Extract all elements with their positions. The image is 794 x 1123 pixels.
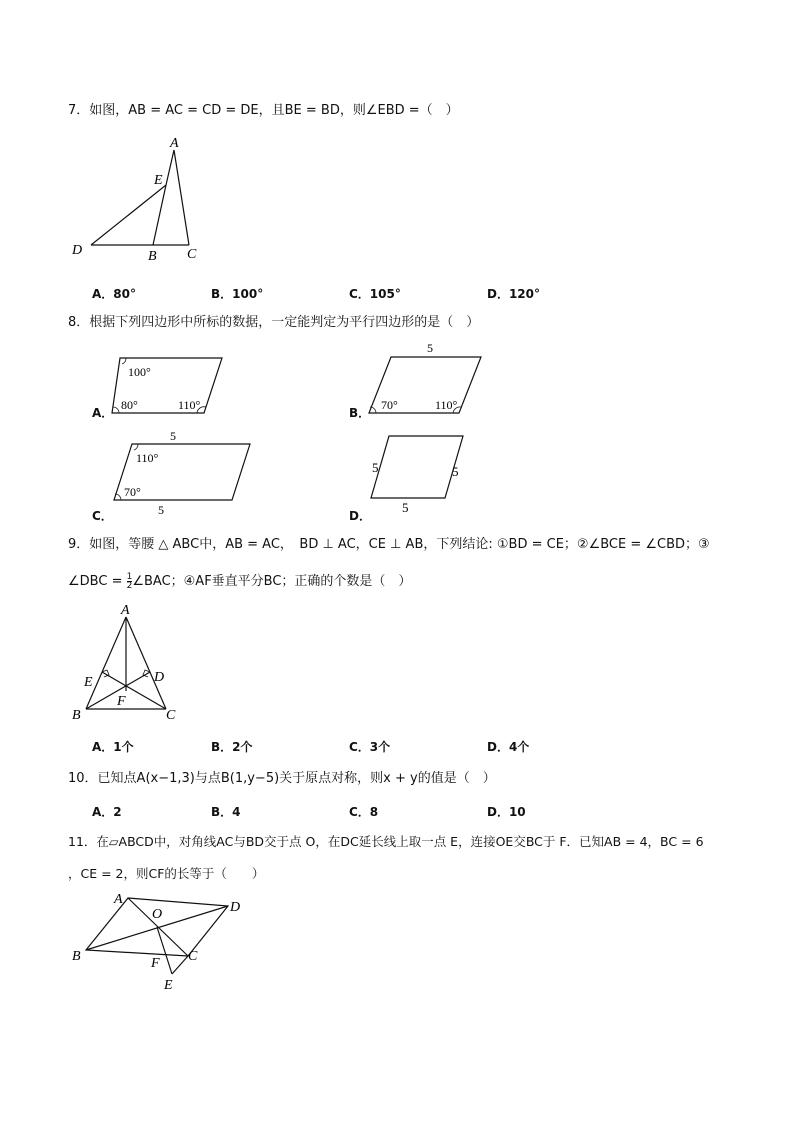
q7-text: 如图，AB = AC = CD = DE，且BE = BD，则∠EBD =（ ） (89, 103, 459, 118)
q9-option-d[interactable]: D．4个 (487, 740, 530, 754)
q8b-angle-110: 110° (435, 398, 458, 412)
q10-text: 已知点A(x−1,3)与点B(1,y−5)关于原点对称，则x + y的值是（ ） (97, 771, 496, 786)
q7-option-c[interactable]: C．105° (349, 287, 401, 301)
q10-option-d[interactable]: D．10 (487, 805, 526, 819)
q7-figure (60, 130, 220, 270)
q8-figure-d (365, 430, 475, 518)
q10-stem (68, 770, 496, 788)
q7-stem (68, 102, 459, 120)
q8-stem (68, 314, 479, 332)
q8b-side-5: 5 (427, 341, 433, 355)
q9-lines (86, 617, 166, 709)
q11-label-a: A (114, 892, 123, 907)
q7-option-d[interactable]: D．120° (487, 287, 541, 301)
q11-label-c: C (188, 949, 198, 964)
q11-label-e: E (164, 978, 173, 993)
q11-stem-line2 (68, 865, 264, 883)
q9-frac-numerator: 1 (126, 572, 133, 582)
q8c-side-top: 5 (170, 429, 176, 443)
q9-option-b[interactable]: B．2个 (211, 740, 253, 754)
q7-lines (91, 150, 189, 245)
q9-label-a: A (121, 603, 130, 618)
q9-label-b: B (72, 708, 81, 723)
q9-stem-line1 (68, 536, 710, 554)
q11-number: 11． (68, 834, 97, 849)
q7-label-e: E (154, 173, 163, 188)
q9-figure (70, 605, 190, 725)
q11-text2: ，CE = 2，则CF的长等于（ ） (68, 866, 265, 881)
q11-label-f: F (151, 956, 160, 971)
q8-figure-c (108, 428, 258, 516)
q9-frac-denominator: 2 (126, 581, 133, 591)
q7-option-b[interactable]: B．100° (211, 287, 264, 301)
q8-option-a[interactable]: A． (92, 406, 114, 420)
q9-label-f: F (117, 694, 126, 709)
q9-label-d: D (154, 670, 165, 685)
q10-option-b[interactable]: B．4 (211, 805, 241, 819)
q9-text2b: ∠BAC；④AF垂直平分BC；正确的个数是（ ） (132, 574, 412, 589)
q8d-side-right: 5 (452, 464, 459, 479)
q8d-side-left: 5 (372, 460, 379, 475)
q8a-angle-100: 100° (128, 365, 151, 379)
q9-stem-line2 (68, 573, 411, 591)
q8-option-c[interactable]: C． (92, 509, 113, 523)
q10-option-a[interactable]: A．2 (92, 805, 122, 819)
q8-figure-b (365, 340, 490, 418)
q9-number: 9． (68, 537, 90, 552)
q11-figure (68, 890, 268, 1000)
q8-figure-a (108, 352, 228, 418)
q8-number: 8． (68, 315, 90, 330)
q11-label-b: B (72, 949, 81, 964)
q9-option-a[interactable]: A．1个 (92, 740, 134, 754)
q8c-angle-70: 70° (124, 485, 141, 499)
q8-option-b[interactable]: B． (349, 406, 371, 420)
q8-text: 根据下列四边形中所标的数据，一定能判定为平行四边形的是（ ） (89, 315, 480, 330)
q11-label-d: D (230, 900, 241, 915)
q8c-side-bottom: 5 (158, 503, 164, 517)
q11-label-o: O (152, 907, 163, 922)
q9-option-c[interactable]: C．3个 (349, 740, 391, 754)
q9-label-e: E (84, 675, 93, 690)
q8b-angle-70: 70° (381, 398, 398, 412)
q7-label-a: A (170, 136, 179, 151)
q11-text1: 在▱ABCD中，对角线AC与BD交于点 O，在DC延长线上取一点 E，连接OE交BC于 F．已知AB = 4，BC = 6 (96, 834, 704, 849)
q9-text2a: ∠DBC = (68, 574, 127, 589)
q10-option-c[interactable]: C．8 (349, 805, 379, 819)
q10-number: 10． (68, 771, 98, 786)
q8a-angle-80: 80° (121, 398, 138, 412)
q8-option-d[interactable]: D． (349, 509, 371, 523)
q8a-angle-110: 110° (178, 398, 201, 412)
q8c-angle-110: 110° (136, 451, 159, 465)
q7-option-a[interactable]: A．80° (92, 287, 136, 301)
q7-label-c: C (187, 247, 197, 262)
q7-number: 7． (68, 103, 90, 118)
q11-stem-line1 (68, 833, 704, 851)
q9-label-c: C (166, 708, 176, 723)
q8d-side-bottom: 5 (402, 500, 409, 515)
q7-label-b: B (148, 249, 157, 264)
q7-label-d: D (72, 243, 83, 258)
q9-text1: 如图，等腰 △ ABC中，AB = AC， BD ⊥ AC，CE ⊥ AB，下列结论: ①BD = CE；②∠BCE = ∠CBD；③ (89, 537, 710, 552)
